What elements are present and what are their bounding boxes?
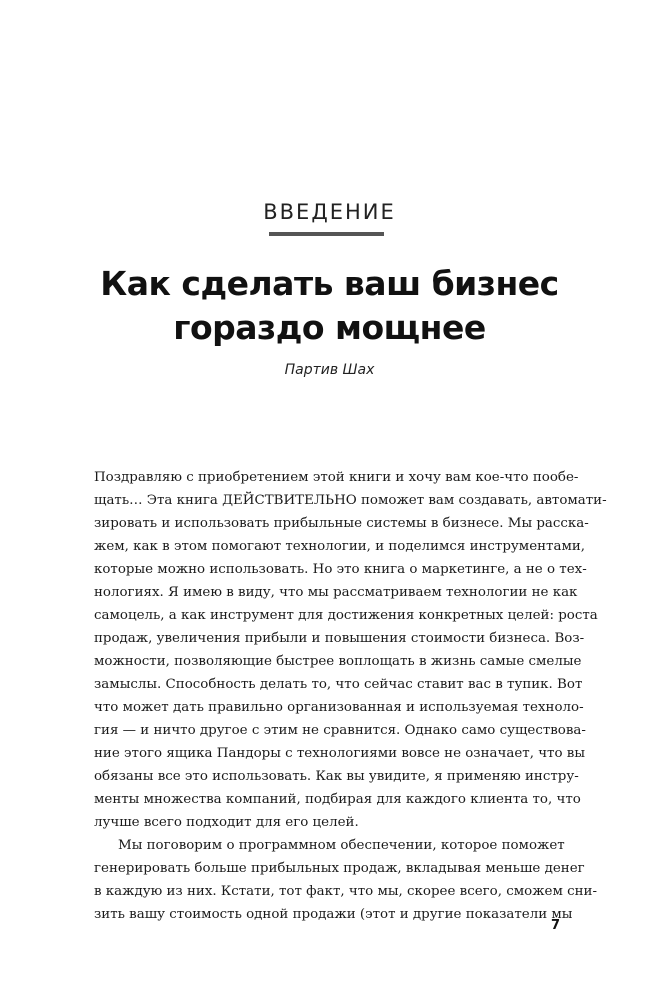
text-line: гия — и ничто другое с этим не сравнится. Однако само существова- [94,723,586,738]
text-line: зировать и использовать прибыльные системы в бизнесе. Мы расска- [94,516,589,531]
text-line: которые можно использовать. Но это книга о маркетинге, а не о тех- [94,562,587,577]
text-line: продаж, увеличения прибыли и повышения стоимости бизнеса. Воз- [94,631,585,646]
text-line: менты множества компаний, подбирая для каждого клиента то, что [94,792,581,807]
chapter-title-line: Как сделать ваш бизнес [100,264,559,303]
text-line: можности, позволяющие быстрее воплощать в жизнь самые смелые [94,654,582,669]
text-line: лучше всего подходит для его целей. [94,815,359,830]
text-line: ние этого ящика Пандоры с технологиями вовсе не означает, что вы [94,746,585,761]
text-line: Мы поговорим о программном обеспечении, которое поможет [118,838,565,853]
author-name: Партив Шах [284,362,375,378]
chapter-title [0,262,659,350]
text-line: Поздравляю с приобретением этой книги и хочу вам кое-что пообе- [94,470,579,485]
text-line: зить вашу стоимость одной продажи (этот и другие показатели мы [94,907,573,922]
chapter-title-line: гораздо мощнее [173,308,486,347]
paragraph-1 [94,466,607,834]
text-line: что может дать правильно организованная и используемая техноло- [94,700,584,715]
text-line: в каждую из них. Кстати, тот факт, что мы, скорее всего, сможем сни- [94,884,597,899]
text-line: жем, как в этом помогают технологии, и поделимся инструментами, [94,539,586,554]
text-line: нологиях. Я имею в виду, что мы рассматриваем технологии не как [94,585,578,600]
section-label: ВВЕДЕНИЕ [263,200,396,224]
text-line: самоцель, а как инструмент для достижения конкретных целей: роста [94,608,598,623]
text-line: обязаны все это использовать. Как вы увидите, я применяю инстру- [94,769,579,784]
body-text [94,466,607,926]
paragraph-2 [94,834,597,926]
section-underline [269,232,384,236]
text-line: генерировать больше прибыльных продаж, вкладывая меньше денег [94,861,585,876]
text-line: щать… Эта книга ДЕЙСТВИТЕЛЬНО поможет вам создавать, автомати- [94,493,607,508]
text-line: замыслы. Способность делать то, что сейчас ставит вас в тупик. Вот [94,677,583,692]
page-number: 7 [550,918,560,933]
